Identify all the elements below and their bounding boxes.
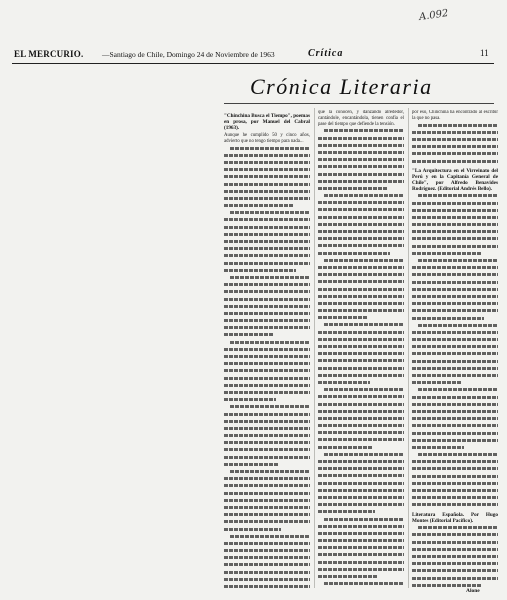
text-line [224, 283, 310, 289]
text-line [318, 410, 404, 416]
text-line [224, 254, 310, 260]
column-divider [314, 108, 315, 588]
text-line [224, 556, 310, 562]
text-line [318, 129, 404, 135]
text-line [318, 280, 404, 286]
text-line [318, 144, 404, 150]
text-line [318, 302, 404, 308]
text-line [318, 187, 404, 193]
text-line [224, 585, 310, 588]
text-line [412, 424, 498, 430]
date-line: —Santiago de Chile, Domingo 24 de Noviembre de 1963 [102, 50, 275, 59]
text-line [318, 259, 404, 265]
text-line [412, 302, 498, 308]
review-heading: Literatura Española. Por Hugo Montes (Editorial Pacífico). [412, 512, 498, 525]
text-line [318, 151, 404, 157]
text-line [412, 194, 498, 200]
text-line [224, 542, 310, 548]
text-line [318, 424, 404, 430]
text-line [224, 377, 310, 383]
text-line [318, 180, 404, 186]
text-line [318, 316, 404, 322]
text-line [412, 288, 498, 294]
text-line [224, 413, 310, 419]
text-line [224, 448, 310, 454]
text-line [412, 216, 498, 222]
text-line [318, 388, 404, 394]
text-line [318, 367, 404, 373]
text-line [224, 226, 310, 232]
text-line [318, 223, 404, 229]
text-line [224, 298, 310, 304]
text-line [412, 360, 498, 366]
text-line [318, 561, 404, 567]
text-line [318, 338, 404, 344]
text-line [224, 312, 310, 318]
text-line [318, 359, 404, 365]
text-line [318, 532, 404, 538]
text-line [224, 147, 310, 153]
page-title: Crónica Literaria [250, 74, 433, 99]
text-line [412, 252, 498, 258]
text-line [412, 145, 498, 151]
text-line [318, 194, 404, 200]
text-line [224, 197, 310, 203]
text-line [412, 396, 498, 402]
text-line [412, 577, 498, 583]
text-line [412, 562, 498, 568]
text-line [224, 391, 310, 397]
text-line [412, 555, 498, 561]
text-line [224, 484, 310, 490]
text-line [318, 539, 404, 545]
text-line [412, 496, 498, 502]
text-line [224, 168, 310, 174]
text-line [224, 456, 310, 462]
text-line [224, 348, 310, 354]
text-line [412, 345, 498, 351]
text-line [224, 305, 310, 311]
text-line [224, 499, 310, 505]
text-line [412, 309, 498, 315]
text-line [224, 262, 310, 268]
text-line [412, 526, 498, 532]
text-line [224, 528, 310, 534]
text-line [412, 266, 498, 272]
text-line [412, 131, 498, 137]
text-line [224, 470, 310, 476]
text-line [412, 281, 498, 287]
text-line [224, 247, 310, 253]
text-line [412, 374, 498, 380]
text-line [318, 137, 404, 143]
section-name: Crítica [308, 48, 344, 59]
text-line [224, 269, 310, 275]
text-line [318, 431, 404, 437]
text-line [318, 266, 404, 272]
text-line [412, 223, 498, 229]
text-line [224, 369, 310, 375]
body-text-lines [224, 147, 310, 588]
text-line [412, 548, 498, 554]
text-line [224, 398, 310, 404]
text-line [224, 362, 310, 368]
text-line [318, 503, 404, 509]
text-line [318, 453, 404, 459]
text-line [412, 367, 498, 373]
text-line [318, 546, 404, 552]
text-line [224, 161, 310, 167]
text-line [224, 233, 310, 239]
text-line [412, 237, 498, 243]
text-line [318, 244, 404, 250]
text-line [412, 489, 498, 495]
text-line [318, 467, 404, 473]
text-line [318, 575, 404, 581]
newspaper-name: EL MERCURIO. [14, 49, 84, 59]
text-line [224, 319, 310, 325]
text-line [318, 273, 404, 279]
text-line [412, 432, 498, 438]
text-line [224, 513, 310, 519]
text-line [318, 417, 404, 423]
text-line [224, 492, 310, 498]
text-line [224, 563, 310, 569]
text-line [318, 496, 404, 502]
review-excerpt: por eso, Chinchina ha encontrado al escribir la que no pasa. [412, 110, 498, 121]
text-line [318, 374, 404, 380]
text-line [318, 460, 404, 466]
text-line [412, 202, 498, 208]
text-line [412, 541, 498, 547]
body-text-lines [412, 526, 498, 588]
review-excerpt: Aunque he cumplido 50 y cinco años, advierto que no tengo tiempo para nada... [224, 133, 310, 144]
body-text-lines [412, 194, 498, 509]
text-line [412, 584, 498, 588]
text-line [412, 569, 498, 575]
review-column-2 [318, 110, 404, 588]
text-line [412, 503, 498, 509]
text-line [318, 165, 404, 171]
text-line [412, 338, 498, 344]
text-line [412, 467, 498, 473]
review-column-1 [224, 110, 310, 588]
review-excerpt: que la conocen, y danzando alrededor, cantándole, encantándola, tienen confia el pase del tiempo que defiende la tensión. [318, 110, 404, 127]
text-line [412, 317, 498, 323]
text-line [224, 290, 310, 296]
text-line [318, 352, 404, 358]
text-line [412, 352, 498, 358]
text-line [412, 439, 498, 445]
text-line [412, 152, 498, 158]
text-line [318, 381, 404, 387]
text-line [224, 276, 310, 282]
text-line [224, 240, 310, 246]
text-line [224, 175, 310, 181]
text-line [412, 460, 498, 466]
text-line [318, 237, 404, 243]
text-line [224, 326, 310, 332]
text-line [224, 204, 310, 210]
title-rule [224, 103, 494, 104]
text-line [224, 571, 310, 577]
text-line [318, 489, 404, 495]
text-line [224, 341, 310, 347]
text-line [224, 434, 310, 440]
text-line [412, 533, 498, 539]
text-line [318, 323, 404, 329]
text-line [412, 475, 498, 481]
text-line [318, 201, 404, 207]
text-line [318, 216, 404, 222]
text-line [412, 453, 498, 459]
text-line [412, 388, 498, 394]
text-line [412, 124, 498, 130]
text-line [412, 482, 498, 488]
text-line [224, 506, 310, 512]
page-number: 11 [480, 48, 489, 58]
text-line [318, 525, 404, 531]
text-line [224, 384, 310, 390]
text-line [412, 446, 498, 452]
column-divider [408, 108, 409, 588]
author-signature: Alone [466, 588, 480, 594]
masthead [14, 48, 492, 64]
text-line [224, 154, 310, 160]
text-line [318, 345, 404, 351]
text-line [224, 477, 310, 483]
body-text-lines [318, 129, 404, 588]
text-line [412, 403, 498, 409]
handwritten-stamp: A.092 [418, 8, 450, 23]
text-line [318, 582, 404, 588]
text-line [412, 273, 498, 279]
text-line [318, 208, 404, 214]
text-line [318, 230, 404, 236]
text-line [412, 245, 498, 251]
text-line [224, 333, 310, 339]
review-heading: "La Arquitectura en el Virreinato del Perú y en la Capitanía General de Chile", por Alfredo Benavides Rodríguez. (Editorial Andrés Bello). [412, 168, 498, 193]
text-line [412, 331, 498, 337]
text-line [412, 138, 498, 144]
text-line [318, 158, 404, 164]
text-line [318, 331, 404, 337]
text-line [318, 568, 404, 574]
text-line [412, 209, 498, 215]
text-line [412, 295, 498, 301]
text-line [224, 441, 310, 447]
text-line [224, 549, 310, 555]
text-line [318, 309, 404, 315]
masthead-rule [12, 63, 494, 64]
text-line [318, 288, 404, 294]
text-line [318, 173, 404, 179]
text-line [318, 474, 404, 480]
text-line [318, 482, 404, 488]
text-line [224, 520, 310, 526]
text-line [224, 420, 310, 426]
text-line [224, 427, 310, 433]
text-line [318, 438, 404, 444]
text-line [412, 417, 498, 423]
text-line [224, 190, 310, 196]
text-line [318, 510, 404, 516]
text-line [412, 324, 498, 330]
text-line [318, 395, 404, 401]
text-line [318, 252, 404, 258]
text-line [318, 553, 404, 559]
text-line [224, 463, 310, 469]
text-line [318, 403, 404, 409]
text-line [224, 183, 310, 189]
text-line [224, 211, 310, 217]
text-line [318, 295, 404, 301]
text-line [224, 535, 310, 541]
text-line [318, 518, 404, 524]
text-line [412, 259, 498, 265]
text-line [224, 218, 310, 224]
body-text-lines [412, 124, 498, 166]
review-column-3 [412, 110, 498, 588]
text-line [412, 410, 498, 416]
text-line [412, 160, 498, 166]
review-heading: "Chinchina Busca el Tiempo", poemas en prosa, por Manuel del Cabral (1963). [224, 113, 310, 131]
text-line [224, 578, 310, 584]
text-line [318, 446, 404, 452]
text-line [412, 381, 498, 387]
text-line [224, 405, 310, 411]
text-line [224, 355, 310, 361]
text-line [412, 230, 498, 236]
